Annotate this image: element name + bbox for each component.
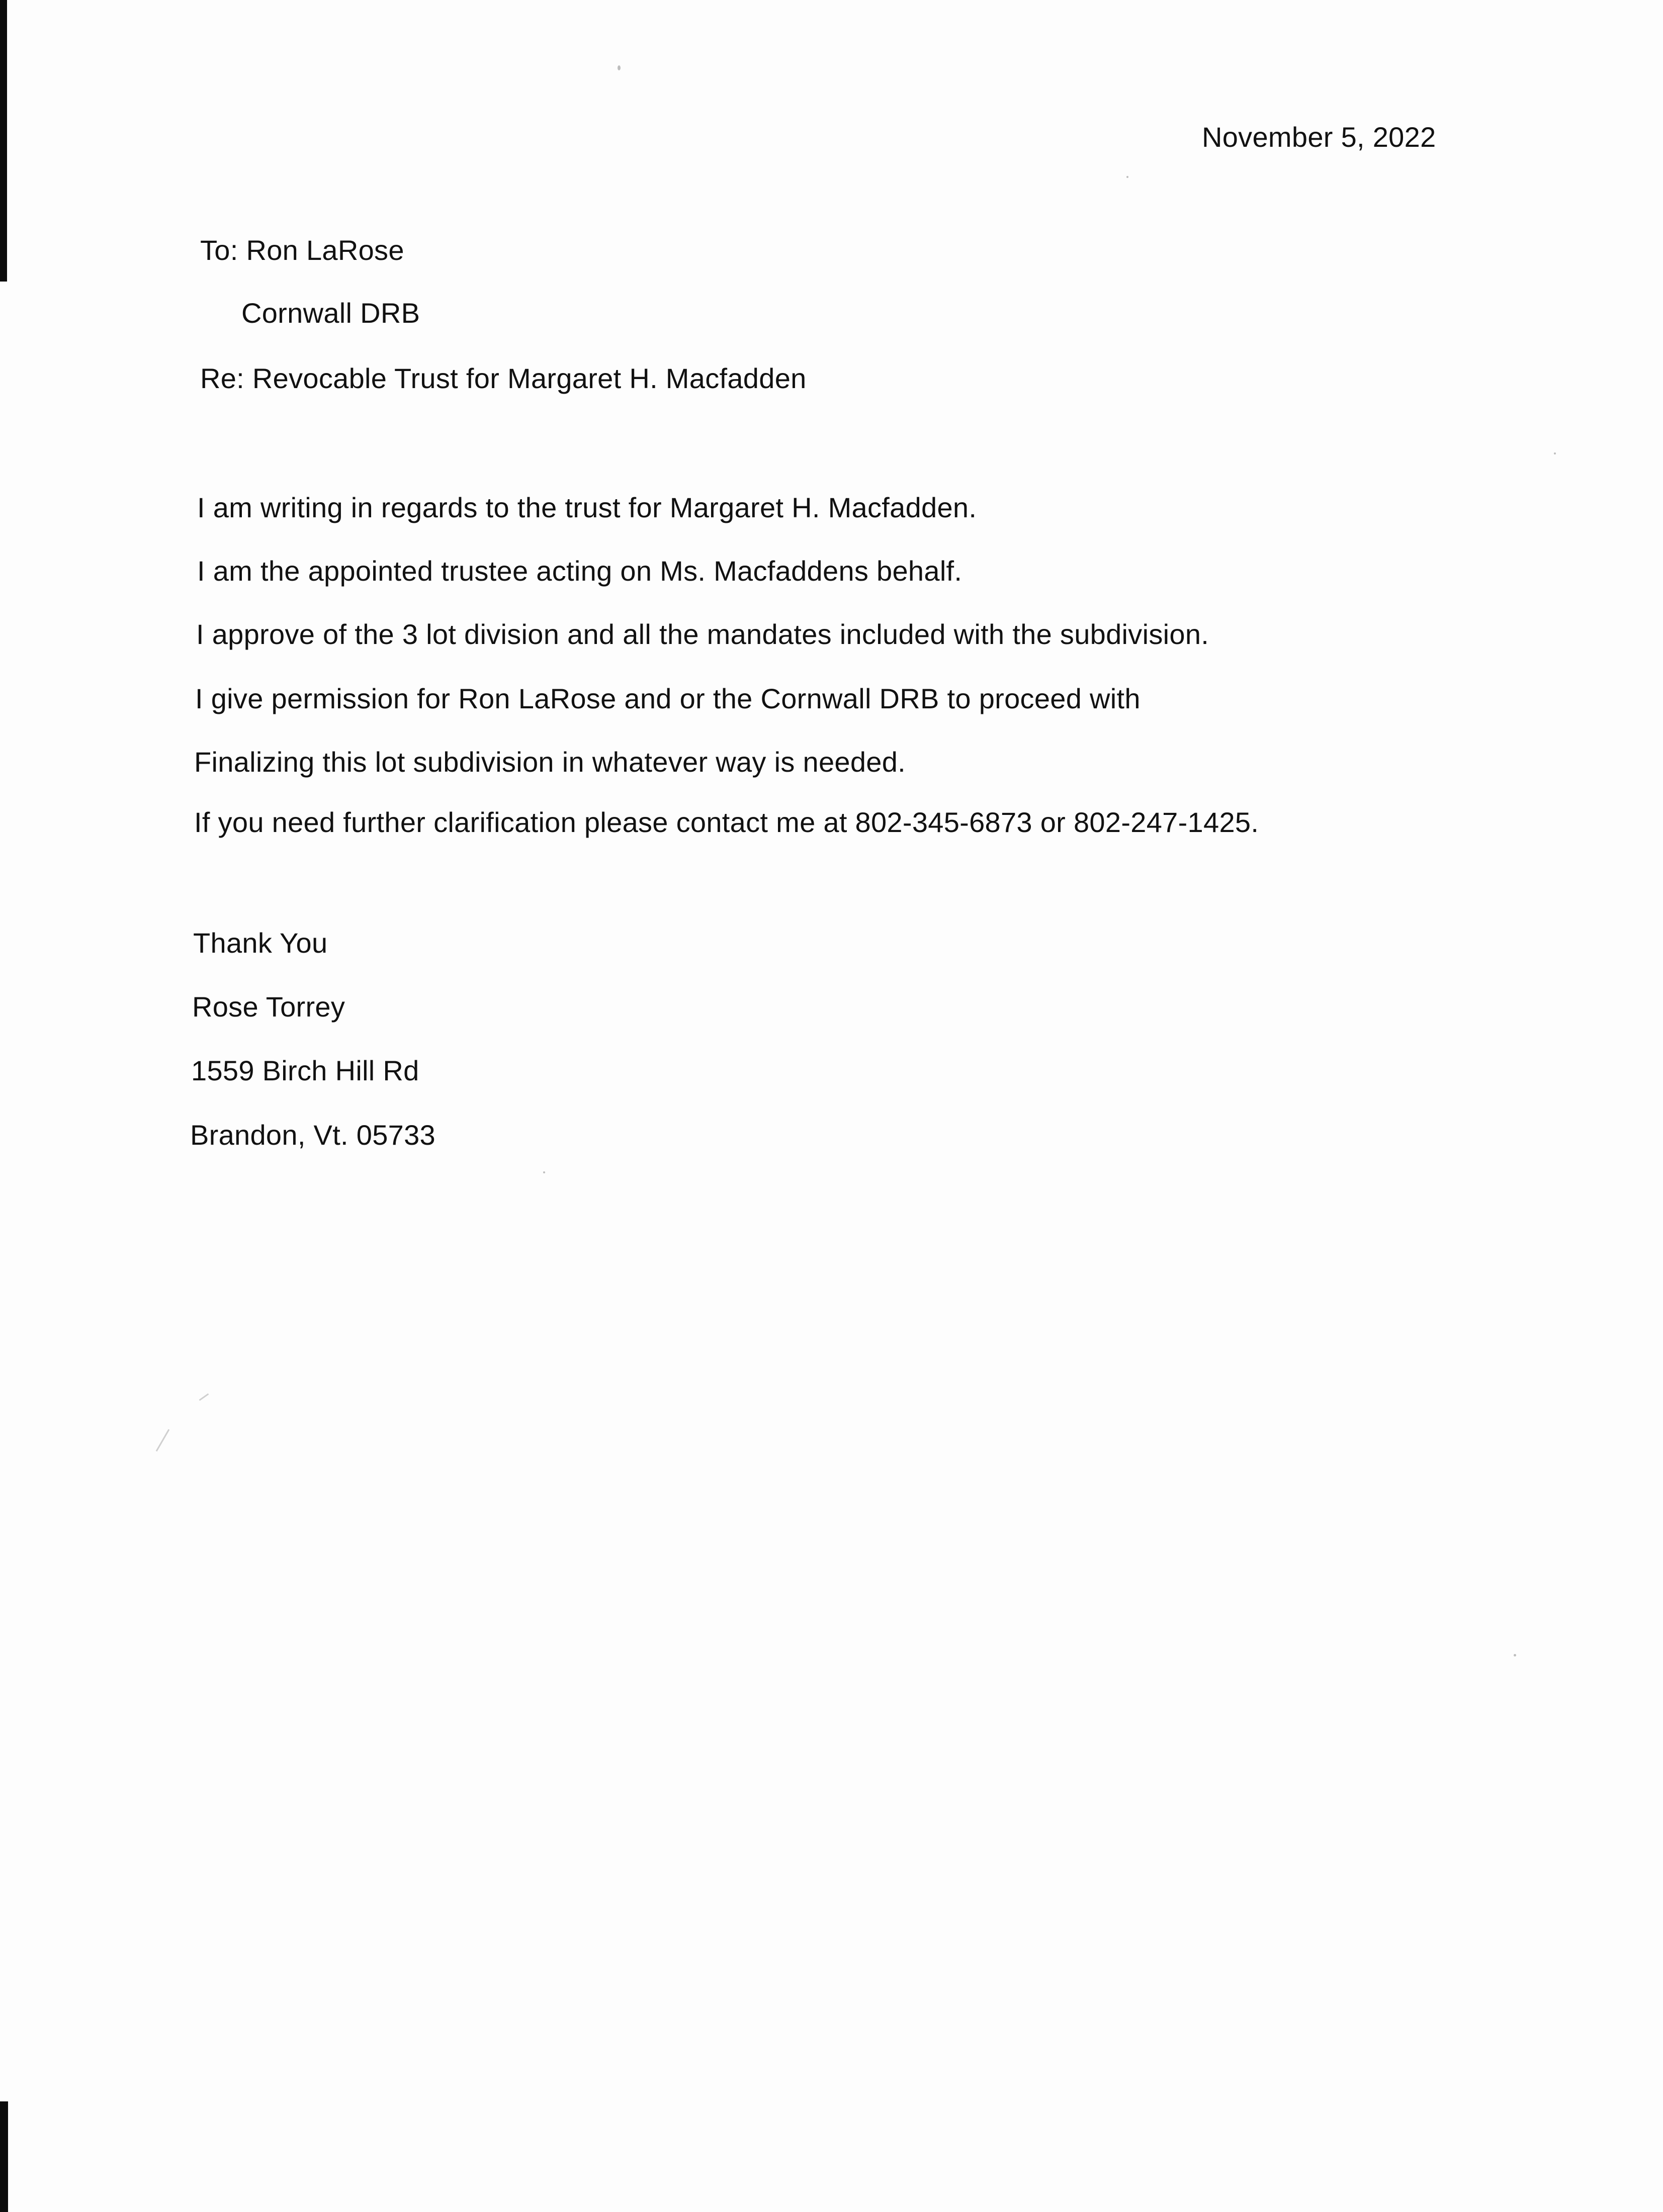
scan-edge-artifact — [0, 0, 7, 282]
body-paragraph: I am writing in regards to the trust for Margaret H. Macfadden. — [197, 492, 977, 523]
closing: Thank You — [193, 927, 328, 959]
body-paragraph: I am the appointed trustee acting on Ms. Macfaddens behalf. — [197, 555, 962, 587]
signature-name: Rose Torrey — [192, 991, 345, 1023]
body-paragraph: If you need further clarification please contact me at 802-345-6873 or 802-247-1425. — [194, 806, 1259, 838]
body-paragraph: I give permission for Ron LaRose and or the Cornwall DRB to proceed with — [195, 683, 1141, 714]
subject-line: Re: Revocable Trust for Margaret H. Macfadden — [200, 362, 807, 394]
letter-date: November 5, 2022 — [1202, 121, 1436, 153]
stray-pencil-mark — [199, 1393, 209, 1401]
stray-pencil-mark — [156, 1429, 170, 1452]
body-paragraph: Finalizing this lot subdivision in whatever way is needed. — [194, 746, 906, 778]
recipient-line: To: Ron LaRose — [200, 234, 404, 266]
body-paragraph: I approve of the 3 lot division and all the mandates included with the subdivision. — [196, 618, 1209, 650]
signature-address-line: Brandon, Vt. 05733 — [190, 1119, 435, 1151]
recipient-organization: Cornwall DRB — [241, 297, 420, 329]
scan-edge-artifact — [0, 2101, 8, 2212]
signature-address-line: 1559 Birch Hill Rd — [191, 1055, 419, 1086]
